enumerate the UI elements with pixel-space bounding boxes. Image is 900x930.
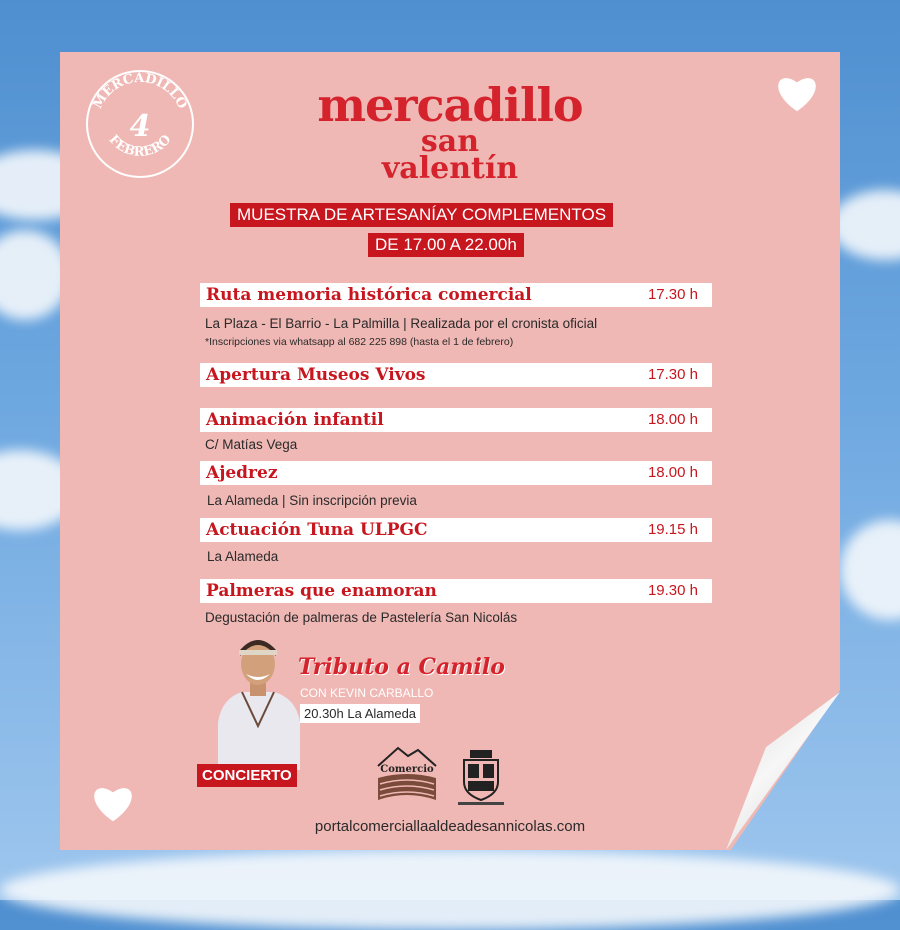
event-row-animacion — [200, 408, 712, 432]
event-name: Apertura Museos Vivos — [206, 365, 426, 385]
badge-bottom-text: FEBRERO — [105, 132, 175, 160]
event-time: 18.00 h — [647, 464, 698, 481]
badge-day: 4 — [129, 109, 151, 144]
cloud — [0, 230, 70, 320]
event-desc: Degustación de palmeras de Pastelería San Nicolás — [205, 610, 518, 625]
ayuntamiento-shield-logo — [456, 748, 506, 806]
cloud — [830, 190, 900, 260]
badge-top-text: MERCADILLO — [90, 70, 190, 112]
cloud — [0, 850, 900, 930]
performer-photo — [212, 630, 304, 770]
website-link[interactable]: portalcomerciallaaldeadesannicolas.com — [314, 818, 586, 835]
comercio-logo-text: Comercio — [380, 764, 434, 775]
subtitle-ribbon: MUESTRA DE ARTESANÍAY COMPLEMENTOS — [230, 203, 613, 227]
event-name: Actuación Tuna ULPGC — [206, 520, 428, 540]
concert-label: CONCIERTO — [197, 764, 297, 787]
event-name: Palmeras que enamoran — [206, 581, 437, 601]
event-row-palmeras — [200, 579, 712, 603]
event-note: *Inscripciones via whatsapp al 682 225 898 (hasta el 1 de febrero) — [205, 336, 514, 348]
event-row-tuna — [200, 518, 712, 542]
comercio-logo — [374, 744, 440, 804]
event-desc: La Plaza - El Barrio - La Palmilla | Realizada por el cronista oficial — [205, 316, 598, 331]
event-time: 17.30 h — [647, 366, 698, 383]
event-time: 19.30 h — [647, 582, 698, 599]
event-name: Ajedrez — [206, 463, 278, 483]
event-row-ruta — [200, 283, 712, 307]
hours-ribbon: DE 17.00 A 22.00h — [368, 233, 524, 257]
concert-subtitle: CON KEVIN CARBALLO — [300, 686, 434, 700]
event-row-museos — [200, 363, 712, 387]
event-time: 19.15 h — [647, 521, 698, 538]
event-time: 18.00 h — [647, 411, 698, 428]
title-line2: san — [420, 124, 480, 159]
event-name: Ruta memoria histórica comercial — [206, 285, 532, 305]
title-line1: mercadillo — [317, 78, 583, 132]
concert-time: 20.30h La Alameda — [300, 704, 420, 723]
event-row-ajedrez — [200, 461, 712, 485]
concert-title: Tributo a Camilo — [298, 654, 505, 680]
event-desc: La Alameda — [207, 549, 279, 564]
event-time: 17.30 h — [647, 286, 698, 303]
event-desc: La Alameda | Sin inscripción previa — [207, 493, 417, 508]
title-line3: valentín — [381, 151, 519, 186]
event-desc: C/ Matías Vega — [205, 437, 298, 452]
cloud — [840, 520, 900, 620]
event-name: Animación infantil — [206, 410, 384, 430]
